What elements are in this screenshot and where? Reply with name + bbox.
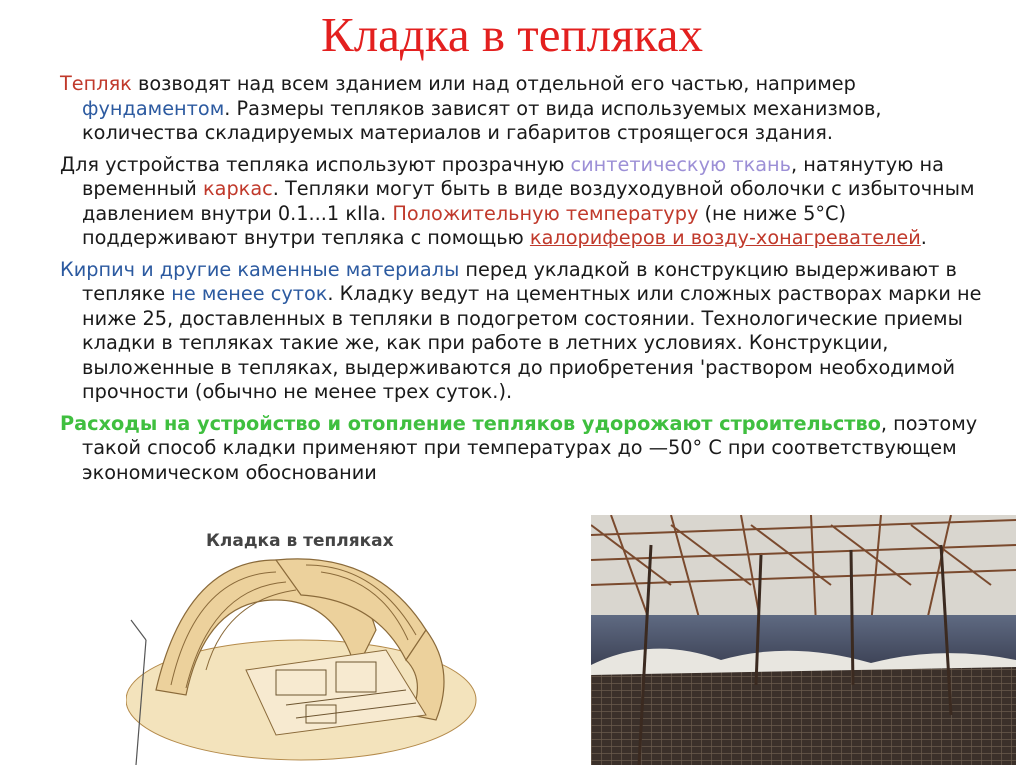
text: (не ниже 5°С) поддерживают внутри тепляка с помощью — [82, 201, 847, 249]
paragraph-3 — [60, 258, 995, 405]
text: . Размеры тепляков зависят от вида используемых механизмов, количества складируемых материалов и габаритов строящегося здания. — [82, 96, 882, 144]
slide-title: Кладка в тепляках — [321, 7, 703, 62]
sketch-caption: Кладка в тепляках — [206, 531, 394, 551]
term-synthetic-fabric: синтетическую ткань — [570, 152, 792, 176]
text: , поэтому такой способ кладки применяют при температурах до —50° С при соответствующем экономическом обосновании — [82, 411, 978, 484]
link-heaters[interactable]: калориферов и возду-хонагревателей — [529, 226, 921, 249]
term-teplyak: Тепляк — [60, 72, 132, 95]
term-costs: Расходы на устройство и отопление тепляков удорожают строительство — [60, 411, 881, 435]
text: Для устройства тепляка используют прозрачную — [60, 152, 571, 176]
text: возводят над всем зданием или над отдельной его частью, например — [131, 72, 856, 95]
text: . Кладку ведут на цементных или сложных растворах марки не ниже 25, доставленных в тепляки в подогретом состоянии. Технологические приемы кладки в тепляках такие же, как при работе в летних условиях. Конструкции, выложенные в тепляках, выдерживаются до приобретения 'раствором необходимой прочности (обычно не менее трех суток.). — [82, 282, 982, 403]
term-positive-temperature: Положительную температуру — [392, 201, 699, 225]
text: , натянутую на временный — [82, 152, 944, 200]
term-not-less-day: не менее суток — [171, 282, 328, 305]
greenhouse-sketch-figure — [126, 520, 486, 765]
text: . — [920, 226, 927, 249]
paragraph-2 — [60, 153, 995, 251]
paragraph-4 — [60, 412, 995, 486]
term-foundation: фундаментом — [82, 96, 225, 120]
body-text — [60, 72, 995, 492]
greenhouse-interior-photo — [591, 515, 1016, 765]
term-brick: Кирпич и другие каменные материалы — [60, 257, 460, 281]
text: . Тепляки могут быть в виде воздуходувной оболочки с избыточным давлением внутри 0.1...1 кIIа. — [82, 177, 975, 225]
paragraph-1 — [60, 72, 995, 146]
term-frame: каркас — [202, 177, 273, 200]
text: перед укладкой в конструкцию выдерживают в тепляке — [82, 257, 957, 305]
